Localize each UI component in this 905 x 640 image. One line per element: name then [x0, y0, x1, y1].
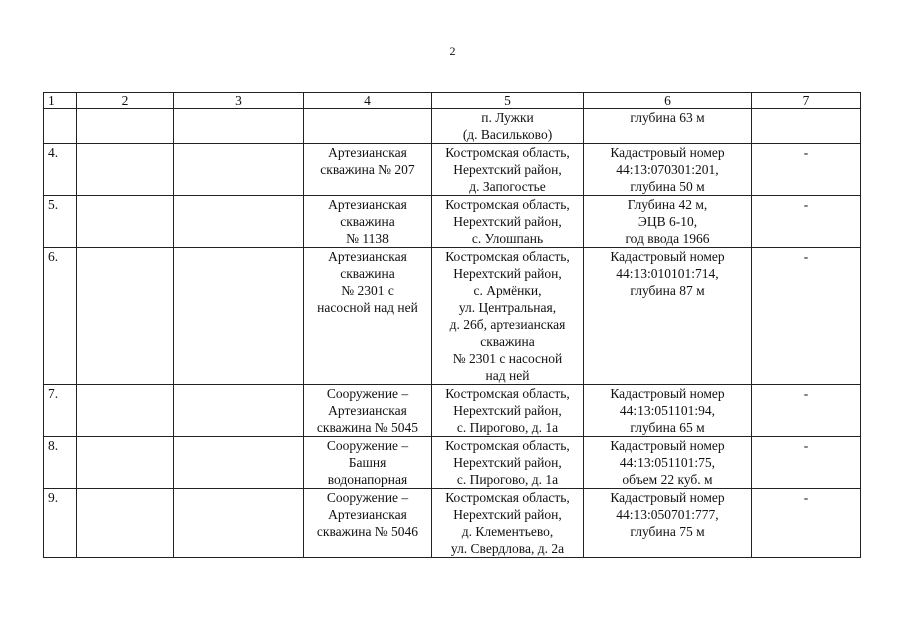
row-number-cell [44, 109, 77, 144]
object-name-cell-line: Артезианская [328, 403, 407, 418]
location-cell-line: д. Запогостье [469, 179, 546, 194]
table-row [44, 196, 861, 248]
column-3-cell [174, 144, 304, 196]
column-2-cell [77, 109, 174, 144]
object-name-cell-line: № 1138 [346, 231, 389, 246]
note-cell [752, 109, 861, 144]
row-number-cell: 8. [44, 437, 77, 489]
details-cell-line: 44:13:050701:777, [616, 507, 719, 522]
details-cell-line: Кадастровый номер [610, 438, 725, 453]
object-name-cell-line: водонапорная [327, 472, 408, 487]
location-cell-line: Костромская область, [445, 438, 570, 453]
object-name-cell [304, 109, 432, 144]
header-row [44, 93, 861, 109]
details-cell-line: 44:13:010101:714, [616, 266, 719, 281]
note-cell: - [752, 489, 861, 558]
location-cell-line: № 2301 с насосной [452, 351, 563, 366]
object-name-cell [304, 437, 432, 489]
details-cell [584, 109, 752, 144]
header-cell: 7 [752, 93, 861, 109]
column-2-cell [77, 489, 174, 558]
column-3-cell [174, 437, 304, 489]
column-3-cell [174, 196, 304, 248]
table-body [44, 109, 861, 558]
details-cell [584, 385, 752, 437]
object-name-cell-line: насосной над ней [317, 300, 418, 315]
note-cell: - [752, 196, 861, 248]
object-name-cell [304, 144, 432, 196]
header-cell: 5 [432, 93, 584, 109]
location-cell-line: Костромская область, [445, 490, 570, 505]
object-name-cell-line: скважина [340, 266, 395, 281]
header-cell: 6 [584, 93, 752, 109]
table-row [44, 385, 861, 437]
location-cell-line: Нерехтский район, [453, 455, 562, 470]
location-cell-line: ул. Свердлова, д. 2а [450, 541, 565, 556]
location-cell [432, 109, 584, 144]
location-cell-line: Костромская область, [445, 386, 570, 401]
location-cell-line: Костромская область, [445, 249, 570, 264]
details-cell-line: год ввода 1966 [625, 231, 710, 246]
location-cell-line: Нерехтский район, [453, 266, 562, 281]
details-cell [584, 489, 752, 558]
details-cell-line: Кадастровый номер [610, 386, 725, 401]
object-name-cell [304, 248, 432, 385]
details-cell-line: Кадастровый номер [610, 249, 725, 264]
location-cell-line: с. Улошпань [471, 231, 544, 246]
object-name-cell-line: Артезианская [328, 249, 407, 264]
details-cell-line: глубина 75 м [630, 524, 705, 539]
location-cell-line: Костромская область, [445, 145, 570, 160]
details-cell-line: глубина 63 м [630, 110, 705, 125]
location-cell-line: с. Пирогово, д. 1а [456, 472, 559, 487]
object-name-cell-line: скважина № 207 [320, 162, 415, 177]
object-name-cell [304, 196, 432, 248]
object-name-cell-line: Артезианская [328, 507, 407, 522]
details-cell [584, 144, 752, 196]
object-name-cell-line: Артезианская [328, 145, 407, 160]
object-name-cell-line: скважина № 5045 [316, 420, 419, 435]
location-cell-line: Нерехтский район, [453, 403, 562, 418]
details-cell-line: Кадастровый номер [610, 145, 725, 160]
object-name-cell-line: скважина [340, 214, 395, 229]
location-cell-line: д. 26б, артезианская [449, 317, 566, 332]
registry-table [43, 92, 861, 558]
column-2-cell [77, 437, 174, 489]
column-2-cell [77, 248, 174, 385]
location-cell-line: над ней [485, 368, 530, 383]
column-3-cell [174, 248, 304, 385]
row-number-cell: 4. [44, 144, 77, 196]
location-cell-line: п. Лужки [481, 110, 534, 125]
column-2-cell [77, 144, 174, 196]
location-cell-line: Нерехтский район, [453, 507, 562, 522]
location-cell-line: д. Клементьево, [461, 524, 554, 539]
page-number: 2 [449, 44, 456, 58]
table-row [44, 109, 861, 144]
details-cell [584, 248, 752, 385]
object-name-cell-line: № 2301 с [341, 283, 394, 298]
column-3-cell [174, 385, 304, 437]
object-name-cell-line: Сооружение – [326, 490, 409, 505]
table-row [44, 437, 861, 489]
details-cell-line: ЭЦВ 6-10, [637, 214, 698, 229]
location-cell-line: Костромская область, [445, 197, 570, 212]
table-row [44, 248, 861, 385]
location-cell-line: скважина [480, 334, 535, 349]
location-cell [432, 196, 584, 248]
column-3-cell [174, 109, 304, 144]
note-cell: - [752, 248, 861, 385]
header-cell: 4 [304, 93, 432, 109]
table-row [44, 144, 861, 196]
details-cell-line: глубина 87 м [630, 283, 705, 298]
row-number-cell: 6. [44, 248, 77, 385]
table-row [44, 489, 861, 558]
location-cell [432, 489, 584, 558]
row-number-cell: 9. [44, 489, 77, 558]
details-cell [584, 196, 752, 248]
column-2-cell [77, 196, 174, 248]
location-cell-line: с. Армёнки, [473, 283, 542, 298]
row-number-cell: 7. [44, 385, 77, 437]
location-cell-line: Нерехтский район, [453, 214, 562, 229]
header-cell: 3 [174, 93, 304, 109]
details-cell-line: глубина 65 м [630, 420, 705, 435]
object-name-cell [304, 385, 432, 437]
details-cell-line: 44:13:051101:94, [619, 403, 716, 418]
location-cell-line: ул. Центральная, [458, 300, 557, 315]
row-number-cell: 5. [44, 196, 77, 248]
object-name-cell [304, 489, 432, 558]
note-cell: - [752, 385, 861, 437]
object-name-cell-line: Башня [348, 455, 387, 470]
header-cell: 1 [44, 93, 77, 109]
column-3-cell [174, 489, 304, 558]
object-name-cell-line: скважина № 5046 [316, 524, 419, 539]
details-cell-line: 44:13:051101:75, [619, 455, 716, 470]
location-cell [432, 248, 584, 385]
details-cell-line: объем 22 куб. м [622, 472, 713, 487]
location-cell [432, 385, 584, 437]
details-cell-line: Кадастровый номер [610, 490, 725, 505]
column-2-cell [77, 385, 174, 437]
details-cell-line: 44:13:070301:201, [616, 162, 719, 177]
note-cell: - [752, 144, 861, 196]
location-cell [432, 144, 584, 196]
object-name-cell-line: Сооружение – [326, 386, 409, 401]
object-name-cell-line: Артезианская [328, 197, 407, 212]
location-cell [432, 437, 584, 489]
location-cell-line: (д. Васильково) [462, 127, 553, 142]
location-cell-line: Нерехтский район, [453, 162, 562, 177]
header-cell: 2 [77, 93, 174, 109]
object-name-cell-line: Сооружение – [326, 438, 409, 453]
details-cell [584, 437, 752, 489]
details-cell-line: Глубина 42 м, [627, 197, 708, 212]
note-cell: - [752, 437, 861, 489]
details-cell-line: глубина 50 м [630, 179, 705, 194]
location-cell-line: с. Пирогово, д. 1а [456, 420, 559, 435]
